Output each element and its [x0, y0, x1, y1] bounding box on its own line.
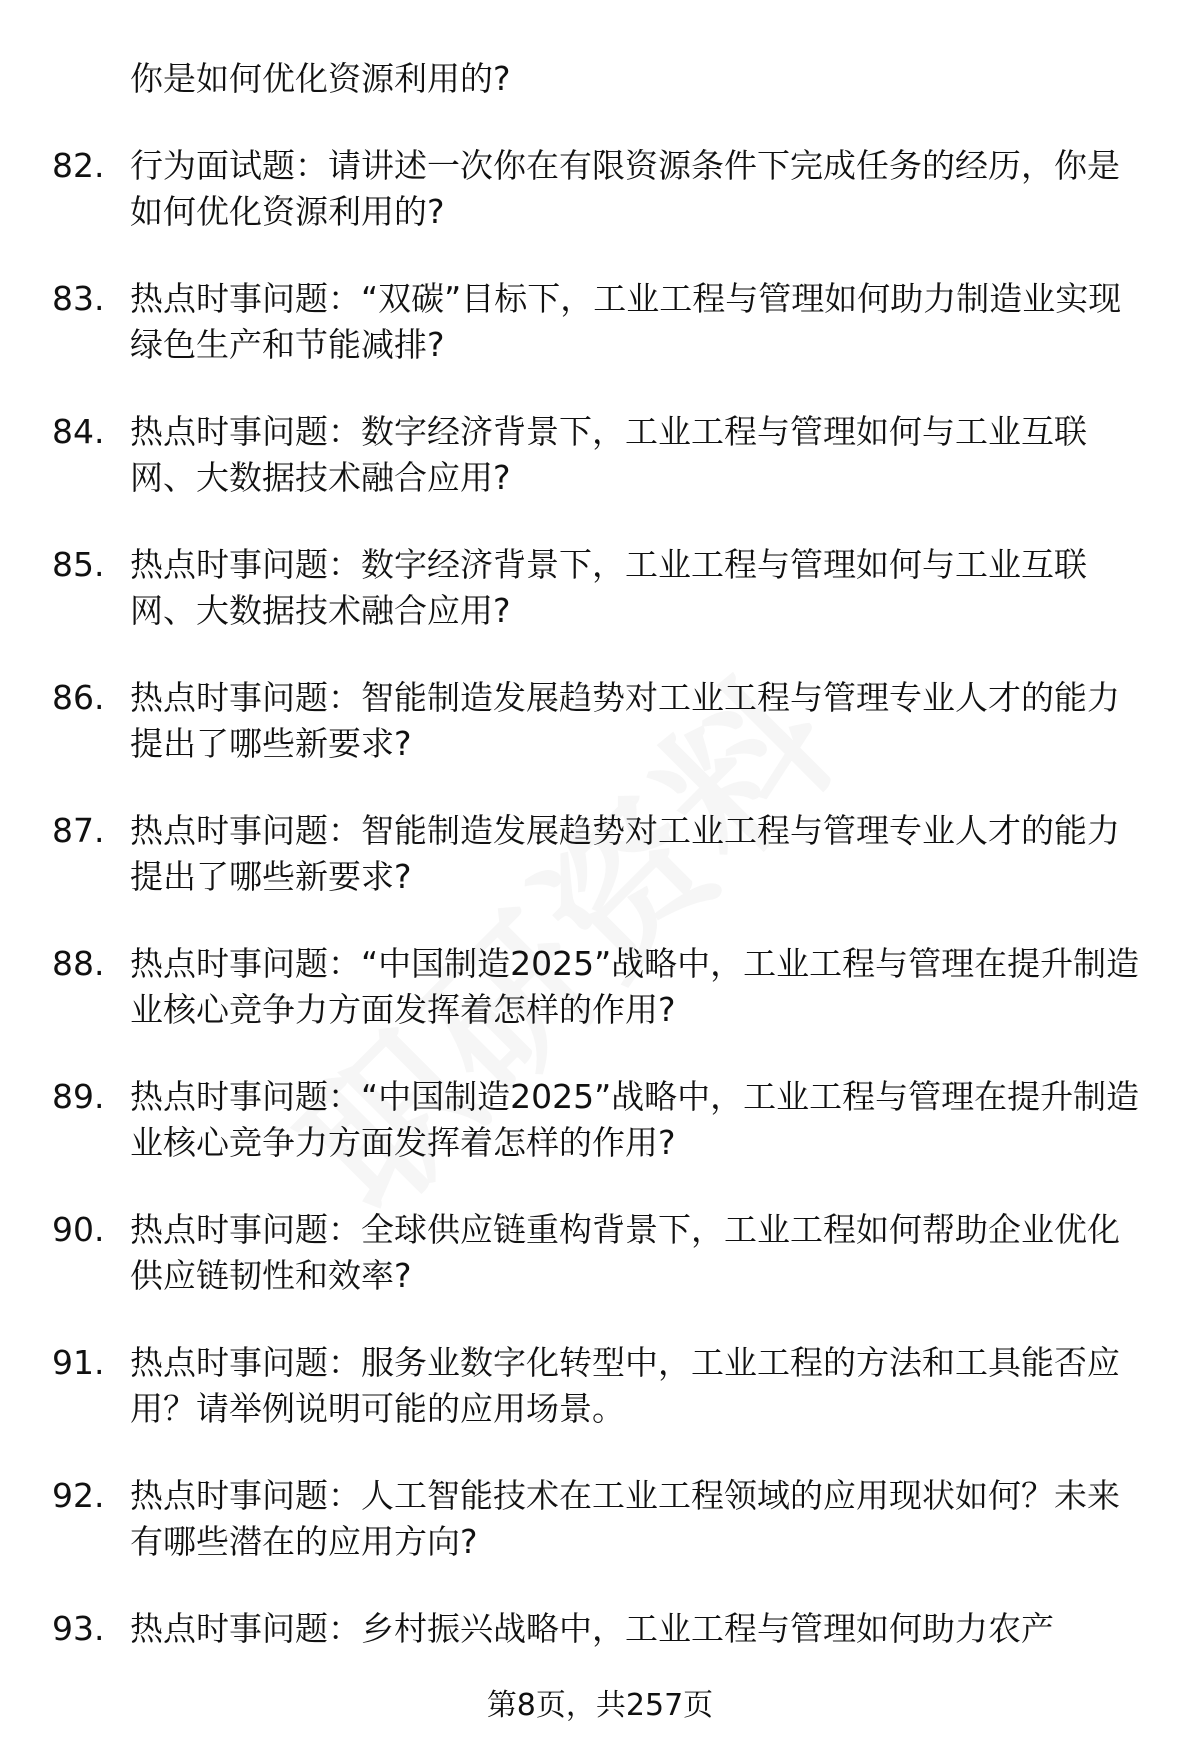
item-number: 93.: [52, 1609, 105, 1648]
item-text: 热点时事问题：智能制造发展趋势对工业工程与管理专业人才的能力提出了哪些新要求?: [130, 811, 1120, 896]
question-list: [52, 56, 1152, 1693]
list-item: [52, 1473, 1152, 1565]
list-item: [52, 1340, 1152, 1432]
list-item: [52, 143, 1152, 235]
list-item: [52, 409, 1152, 501]
page-footer: 第8页，共257页: [486, 1688, 714, 1723]
list-item: [52, 276, 1152, 368]
item-text: 热点时事问题：“中国制造2025”战略中，工业工程与管理在提升制造业核心竞争力方面发挥着怎样的作用?: [130, 1077, 1140, 1162]
item-text: 热点时事问题：服务业数字化转型中，工业工程的方法和工具能否应用？请举例说明可能的应用场景。: [130, 1343, 1120, 1428]
item-number: 88.: [52, 944, 105, 983]
item-number: 82.: [52, 146, 105, 185]
list-item: [52, 941, 1152, 1033]
item-number: 84.: [52, 412, 105, 451]
list-item: [52, 1606, 1152, 1652]
item-text: 热点时事问题：“中国制造2025”战略中，工业工程与管理在提升制造业核心竞争力方面发挥着怎样的作用?: [130, 944, 1140, 1029]
item-number: 90.: [52, 1210, 105, 1249]
item-text: 热点时事问题：“双碳”目标下，工业工程与管理如何助力制造业实现绿色生产和节能减排?: [130, 279, 1122, 364]
item-number: 89.: [52, 1077, 105, 1116]
item-number: 85.: [52, 545, 105, 584]
list-item: [52, 808, 1152, 900]
list-item: [52, 1074, 1152, 1166]
item-text: 热点时事问题：全球供应链重构背景下，工业工程如何帮助企业优化供应链韧性和效率?: [130, 1210, 1120, 1295]
item-text: 热点时事问题：人工智能技术在工业工程领域的应用现状如何？未来有哪些潜在的应用方向?: [130, 1476, 1120, 1561]
item-number: 86.: [52, 678, 105, 717]
item-text: 热点时事问题：数字经济背景下，工业工程与管理如何与工业互联网、大数据技术融合应用?: [130, 545, 1087, 630]
item-number: 92.: [52, 1476, 105, 1515]
item-number: 87.: [52, 811, 105, 850]
item-text: 行为面试题：请讲述一次你在有限资源条件下完成任务的经历，你是如何优化资源利用的?: [130, 146, 1120, 231]
list-item: [52, 1207, 1152, 1299]
item-text: 热点时事问题：智能制造发展趋势对工业工程与管理专业人才的能力提出了哪些新要求?: [130, 678, 1120, 763]
item-text: 热点时事问题：数字经济背景下，工业工程与管理如何与工业互联网、大数据技术融合应用?: [130, 412, 1087, 497]
list-item: [52, 542, 1152, 634]
item-number: 91.: [52, 1343, 105, 1382]
list-item: [52, 675, 1152, 767]
item-number: 83.: [52, 279, 105, 318]
item-text: 热点时事问题：乡村振兴战略中，工业工程与管理如何助力农产: [130, 1609, 1054, 1648]
continuation-text: 你是如何优化资源利用的?: [130, 59, 511, 98]
